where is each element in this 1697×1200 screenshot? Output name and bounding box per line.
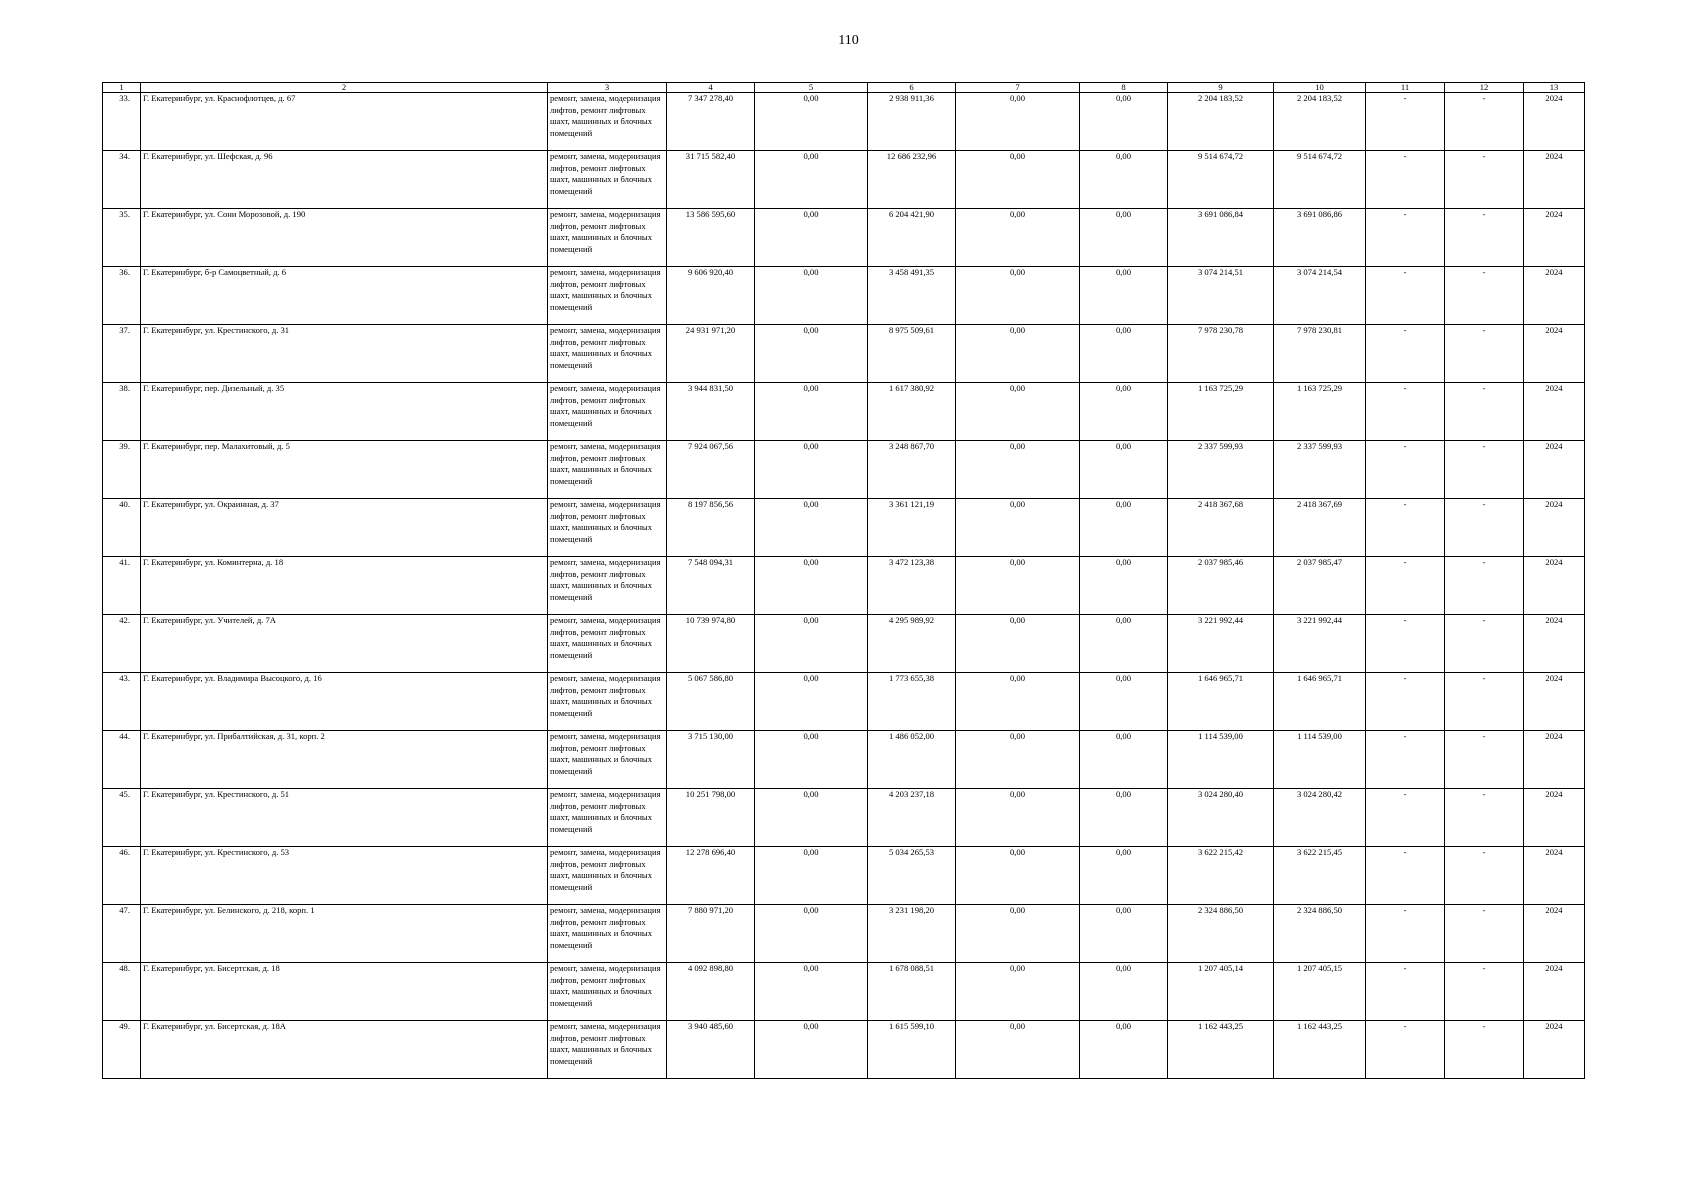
row-number-cell: 44. bbox=[103, 731, 141, 789]
value-cell-7: 0,00 bbox=[956, 151, 1080, 209]
value-cell-9: 2 337 599,93 bbox=[1168, 441, 1274, 499]
value-cell-7: 0,00 bbox=[956, 209, 1080, 267]
value-cell-11: - bbox=[1366, 963, 1445, 1021]
value-cell-4: 10 251 798,00 bbox=[667, 789, 755, 847]
value-cell-12: - bbox=[1445, 963, 1524, 1021]
row-number-cell: 45. bbox=[103, 789, 141, 847]
value-cell-6: 3 458 491,35 bbox=[868, 267, 956, 325]
table-row bbox=[103, 441, 1585, 499]
column-number-cell: 8 bbox=[1080, 83, 1168, 93]
value-cell-11: - bbox=[1366, 789, 1445, 847]
column-number-cell: 5 bbox=[755, 83, 868, 93]
table-row bbox=[103, 905, 1585, 963]
value-cell-4: 12 278 696,40 bbox=[667, 847, 755, 905]
column-number-cell: 6 bbox=[868, 83, 956, 93]
year-cell: 2024 bbox=[1524, 557, 1585, 615]
value-cell-8: 0,00 bbox=[1080, 789, 1168, 847]
value-cell-5: 0,00 bbox=[755, 905, 868, 963]
value-cell-10: 1 163 725,29 bbox=[1274, 383, 1366, 441]
value-cell-9: 2 324 886,50 bbox=[1168, 905, 1274, 963]
value-cell-6: 8 975 509,61 bbox=[868, 325, 956, 383]
column-number-cell: 12 bbox=[1445, 83, 1524, 93]
work-type-cell: ремонт, замена, модернизация лифтов, ремонт лифтовых шахт, машинных и блочных помещений bbox=[548, 267, 667, 325]
value-cell-11: - bbox=[1366, 847, 1445, 905]
value-cell-9: 1 114 539,00 bbox=[1168, 731, 1274, 789]
table-row bbox=[103, 731, 1585, 789]
value-cell-5: 0,00 bbox=[755, 731, 868, 789]
work-type-cell: ремонт, замена, модернизация лифтов, ремонт лифтовых шахт, машинных и блочных помещений bbox=[548, 731, 667, 789]
year-cell: 2024 bbox=[1524, 789, 1585, 847]
value-cell-4: 3 940 485,60 bbox=[667, 1021, 755, 1079]
value-cell-6: 1 486 052,00 bbox=[868, 731, 956, 789]
value-cell-8: 0,00 bbox=[1080, 673, 1168, 731]
value-cell-6: 4 295 989,92 bbox=[868, 615, 956, 673]
work-type-cell: ремонт, замена, модернизация лифтов, ремонт лифтовых шахт, машинных и блочных помещений bbox=[548, 673, 667, 731]
table-row bbox=[103, 209, 1585, 267]
value-cell-10: 1 646 965,71 bbox=[1274, 673, 1366, 731]
value-cell-7: 0,00 bbox=[956, 905, 1080, 963]
value-cell-10: 7 978 230,81 bbox=[1274, 325, 1366, 383]
value-cell-8: 0,00 bbox=[1080, 731, 1168, 789]
year-cell: 2024 bbox=[1524, 847, 1585, 905]
value-cell-4: 31 715 582,40 bbox=[667, 151, 755, 209]
value-cell-6: 1 678 088,51 bbox=[868, 963, 956, 1021]
column-number-cell: 9 bbox=[1168, 83, 1274, 93]
value-cell-12: - bbox=[1445, 383, 1524, 441]
value-cell-4: 13 586 595,60 bbox=[667, 209, 755, 267]
column-number-cell: 3 bbox=[548, 83, 667, 93]
table-row bbox=[103, 383, 1585, 441]
table-row bbox=[103, 673, 1585, 731]
table-row bbox=[103, 615, 1585, 673]
value-cell-10: 2 418 367,69 bbox=[1274, 499, 1366, 557]
value-cell-11: - bbox=[1366, 93, 1445, 151]
address-cell: Г. Екатеринбург, ул. Крестинского, д. 53 bbox=[141, 847, 548, 905]
row-number-cell: 41. bbox=[103, 557, 141, 615]
value-cell-7: 0,00 bbox=[956, 383, 1080, 441]
address-cell: Г. Екатеринбург, ул. Сони Морозовой, д. 190 bbox=[141, 209, 548, 267]
value-cell-6: 3 472 123,38 bbox=[868, 557, 956, 615]
value-cell-10: 9 514 674,72 bbox=[1274, 151, 1366, 209]
value-cell-12: - bbox=[1445, 1021, 1524, 1079]
value-cell-4: 4 092 898,80 bbox=[667, 963, 755, 1021]
column-number-cell: 2 bbox=[141, 83, 548, 93]
work-type-cell: ремонт, замена, модернизация лифтов, ремонт лифтовых шахт, машинных и блочных помещений bbox=[548, 789, 667, 847]
year-cell: 2024 bbox=[1524, 151, 1585, 209]
row-number-cell: 49. bbox=[103, 1021, 141, 1079]
value-cell-4: 24 931 971,20 bbox=[667, 325, 755, 383]
value-cell-12: - bbox=[1445, 905, 1524, 963]
value-cell-10: 2 204 183,52 bbox=[1274, 93, 1366, 151]
work-type-cell: ремонт, замена, модернизация лифтов, ремонт лифтовых шахт, машинных и блочных помещений bbox=[548, 1021, 667, 1079]
value-cell-7: 0,00 bbox=[956, 615, 1080, 673]
value-cell-9: 3 691 086,84 bbox=[1168, 209, 1274, 267]
row-number-cell: 39. bbox=[103, 441, 141, 499]
row-number-cell: 40. bbox=[103, 499, 141, 557]
year-cell: 2024 bbox=[1524, 673, 1585, 731]
address-cell: Г. Екатеринбург, ул. Крестинского, д. 31 bbox=[141, 325, 548, 383]
value-cell-6: 4 203 237,18 bbox=[868, 789, 956, 847]
value-cell-10: 3 622 215,45 bbox=[1274, 847, 1366, 905]
value-cell-12: - bbox=[1445, 499, 1524, 557]
value-cell-10: 2 037 985,47 bbox=[1274, 557, 1366, 615]
value-cell-6: 1 615 599,10 bbox=[868, 1021, 956, 1079]
value-cell-6: 6 204 421,90 bbox=[868, 209, 956, 267]
address-cell: Г. Екатеринбург, ул. Бисертская, д. 18А bbox=[141, 1021, 548, 1079]
value-cell-10: 1 162 443,25 bbox=[1274, 1021, 1366, 1079]
value-cell-7: 0,00 bbox=[956, 963, 1080, 1021]
value-cell-11: - bbox=[1366, 905, 1445, 963]
value-cell-5: 0,00 bbox=[755, 325, 868, 383]
column-number-cell: 7 bbox=[956, 83, 1080, 93]
value-cell-11: - bbox=[1366, 615, 1445, 673]
value-cell-8: 0,00 bbox=[1080, 209, 1168, 267]
table-row bbox=[103, 557, 1585, 615]
value-cell-4: 7 347 278,40 bbox=[667, 93, 755, 151]
row-number-cell: 42. bbox=[103, 615, 141, 673]
value-cell-8: 0,00 bbox=[1080, 151, 1168, 209]
value-cell-9: 2 204 183,52 bbox=[1168, 93, 1274, 151]
year-cell: 2024 bbox=[1524, 209, 1585, 267]
work-type-cell: ремонт, замена, модернизация лифтов, ремонт лифтовых шахт, машинных и блочных помещений bbox=[548, 499, 667, 557]
value-cell-9: 3 024 280,40 bbox=[1168, 789, 1274, 847]
address-cell: Г. Екатеринбург, б-р Самоцветный, д. 6 bbox=[141, 267, 548, 325]
year-cell: 2024 bbox=[1524, 905, 1585, 963]
value-cell-8: 0,00 bbox=[1080, 615, 1168, 673]
value-cell-11: - bbox=[1366, 1021, 1445, 1079]
year-cell: 2024 bbox=[1524, 1021, 1585, 1079]
value-cell-7: 0,00 bbox=[956, 673, 1080, 731]
work-type-cell: ремонт, замена, модернизация лифтов, ремонт лифтовых шахт, машинных и блочных помещений bbox=[548, 151, 667, 209]
page-number: 110 bbox=[838, 33, 859, 48]
table-row bbox=[103, 963, 1585, 1021]
value-cell-4: 3 715 130,00 bbox=[667, 731, 755, 789]
address-cell: Г. Екатеринбург, ул. Коминтерна, д. 18 bbox=[141, 557, 548, 615]
value-cell-10: 2 337 599,93 bbox=[1274, 441, 1366, 499]
value-cell-10: 2 324 886,50 bbox=[1274, 905, 1366, 963]
value-cell-5: 0,00 bbox=[755, 615, 868, 673]
address-cell: Г. Екатеринбург, ул. Крестинского, д. 51 bbox=[141, 789, 548, 847]
value-cell-6: 5 034 265,53 bbox=[868, 847, 956, 905]
work-type-cell: ремонт, замена, модернизация лифтов, ремонт лифтовых шахт, машинных и блочных помещений bbox=[548, 557, 667, 615]
value-cell-7: 0,00 bbox=[956, 557, 1080, 615]
value-cell-8: 0,00 bbox=[1080, 267, 1168, 325]
value-cell-8: 0,00 bbox=[1080, 905, 1168, 963]
value-cell-11: - bbox=[1366, 383, 1445, 441]
value-cell-11: - bbox=[1366, 499, 1445, 557]
value-cell-11: - bbox=[1366, 209, 1445, 267]
value-cell-6: 1 617 380,92 bbox=[868, 383, 956, 441]
value-cell-5: 0,00 bbox=[755, 267, 868, 325]
value-cell-7: 0,00 bbox=[956, 441, 1080, 499]
value-cell-4: 7 548 094,31 bbox=[667, 557, 755, 615]
table-body bbox=[103, 93, 1585, 1079]
value-cell-7: 0,00 bbox=[956, 847, 1080, 905]
value-cell-8: 0,00 bbox=[1080, 93, 1168, 151]
value-cell-12: - bbox=[1445, 151, 1524, 209]
address-cell: Г. Екатеринбург, ул. Белинского, д. 218, корп. 1 bbox=[141, 905, 548, 963]
year-cell: 2024 bbox=[1524, 383, 1585, 441]
row-number-cell: 46. bbox=[103, 847, 141, 905]
value-cell-5: 0,00 bbox=[755, 963, 868, 1021]
value-cell-6: 3 361 121,19 bbox=[868, 499, 956, 557]
value-cell-8: 0,00 bbox=[1080, 383, 1168, 441]
value-cell-8: 0,00 bbox=[1080, 557, 1168, 615]
value-cell-12: - bbox=[1445, 673, 1524, 731]
value-cell-9: 1 163 725,29 bbox=[1168, 383, 1274, 441]
value-cell-8: 0,00 bbox=[1080, 325, 1168, 383]
address-cell: Г. Екатеринбург, ул. Прибалтийская, д. 31, корп. 2 bbox=[141, 731, 548, 789]
value-cell-8: 0,00 bbox=[1080, 963, 1168, 1021]
year-cell: 2024 bbox=[1524, 615, 1585, 673]
work-type-cell: ремонт, замена, модернизация лифтов, ремонт лифтовых шахт, машинных и блочных помещений bbox=[548, 209, 667, 267]
address-cell: Г. Екатеринбург, ул. Шефская, д. 96 bbox=[141, 151, 548, 209]
row-number-cell: 37. bbox=[103, 325, 141, 383]
value-cell-8: 0,00 bbox=[1080, 441, 1168, 499]
value-cell-5: 0,00 bbox=[755, 93, 868, 151]
value-cell-9: 3 074 214,51 bbox=[1168, 267, 1274, 325]
value-cell-7: 0,00 bbox=[956, 499, 1080, 557]
work-type-cell: ремонт, замена, модернизация лифтов, ремонт лифтовых шахт, машинных и блочных помещений bbox=[548, 325, 667, 383]
value-cell-5: 0,00 bbox=[755, 789, 868, 847]
value-cell-10: 3 221 992,44 bbox=[1274, 615, 1366, 673]
value-cell-5: 0,00 bbox=[755, 209, 868, 267]
row-number-cell: 33. bbox=[103, 93, 141, 151]
table-row bbox=[103, 325, 1585, 383]
value-cell-5: 0,00 bbox=[755, 557, 868, 615]
value-cell-10: 3 024 280,42 bbox=[1274, 789, 1366, 847]
value-cell-5: 0,00 bbox=[755, 673, 868, 731]
row-number-cell: 43. bbox=[103, 673, 141, 731]
value-cell-12: - bbox=[1445, 789, 1524, 847]
value-cell-7: 0,00 bbox=[956, 325, 1080, 383]
value-cell-8: 0,00 bbox=[1080, 1021, 1168, 1079]
value-cell-8: 0,00 bbox=[1080, 847, 1168, 905]
address-cell: Г. Екатеринбург, ул. Краснофлотцев, д. 67 bbox=[141, 93, 548, 151]
value-cell-11: - bbox=[1366, 151, 1445, 209]
column-number-cell: 1 bbox=[103, 83, 141, 93]
value-cell-9: 3 221 992,44 bbox=[1168, 615, 1274, 673]
year-cell: 2024 bbox=[1524, 499, 1585, 557]
row-number-cell: 48. bbox=[103, 963, 141, 1021]
value-cell-6: 3 231 198,20 bbox=[868, 905, 956, 963]
table-row bbox=[103, 267, 1585, 325]
value-cell-7: 0,00 bbox=[956, 93, 1080, 151]
value-cell-9: 2 037 985,46 bbox=[1168, 557, 1274, 615]
address-cell: Г. Екатеринбург, ул. Владимира Высоцкого, д. 16 bbox=[141, 673, 548, 731]
value-cell-7: 0,00 bbox=[956, 731, 1080, 789]
work-type-cell: ремонт, замена, модернизация лифтов, ремонт лифтовых шахт, машинных и блочных помещений bbox=[548, 93, 667, 151]
work-type-cell: ремонт, замена, модернизация лифтов, ремонт лифтовых шахт, машинных и блочных помещений bbox=[548, 847, 667, 905]
value-cell-9: 7 978 230,78 bbox=[1168, 325, 1274, 383]
table-row bbox=[103, 499, 1585, 557]
value-cell-5: 0,00 bbox=[755, 441, 868, 499]
value-cell-9: 1 207 405,14 bbox=[1168, 963, 1274, 1021]
value-cell-12: - bbox=[1445, 847, 1524, 905]
value-cell-9: 2 418 367,68 bbox=[1168, 499, 1274, 557]
value-cell-11: - bbox=[1366, 673, 1445, 731]
value-cell-6: 3 248 867,70 bbox=[868, 441, 956, 499]
value-cell-8: 0,00 bbox=[1080, 499, 1168, 557]
column-number-cell: 10 bbox=[1274, 83, 1366, 93]
table-row bbox=[103, 847, 1585, 905]
value-cell-7: 0,00 bbox=[956, 1021, 1080, 1079]
column-number-cell: 4 bbox=[667, 83, 755, 93]
value-cell-12: - bbox=[1445, 209, 1524, 267]
value-cell-12: - bbox=[1445, 325, 1524, 383]
value-cell-5: 0,00 bbox=[755, 151, 868, 209]
year-cell: 2024 bbox=[1524, 325, 1585, 383]
row-number-cell: 35. bbox=[103, 209, 141, 267]
table-row bbox=[103, 151, 1585, 209]
value-cell-11: - bbox=[1366, 731, 1445, 789]
year-cell: 2024 bbox=[1524, 731, 1585, 789]
capital-repair-table bbox=[102, 82, 1585, 1079]
table-row bbox=[103, 789, 1585, 847]
value-cell-12: - bbox=[1445, 267, 1524, 325]
value-cell-5: 0,00 bbox=[755, 1021, 868, 1079]
value-cell-5: 0,00 bbox=[755, 499, 868, 557]
address-cell: Г. Екатеринбург, ул. Окраинная, д. 37 bbox=[141, 499, 548, 557]
work-type-cell: ремонт, замена, модернизация лифтов, ремонт лифтовых шахт, машинных и блочных помещений bbox=[548, 441, 667, 499]
value-cell-4: 7 880 971,20 bbox=[667, 905, 755, 963]
column-number-row bbox=[103, 83, 1585, 93]
value-cell-9: 1 646 965,71 bbox=[1168, 673, 1274, 731]
value-cell-12: - bbox=[1445, 557, 1524, 615]
row-number-cell: 34. bbox=[103, 151, 141, 209]
row-number-cell: 38. bbox=[103, 383, 141, 441]
value-cell-6: 2 938 911,36 bbox=[868, 93, 956, 151]
value-cell-12: - bbox=[1445, 731, 1524, 789]
table-row bbox=[103, 93, 1585, 151]
value-cell-5: 0,00 bbox=[755, 383, 868, 441]
value-cell-10: 1 114 539,00 bbox=[1274, 731, 1366, 789]
row-number-cell: 47. bbox=[103, 905, 141, 963]
value-cell-6: 12 686 232,96 bbox=[868, 151, 956, 209]
address-cell: Г. Екатеринбург, пер. Дизельный, д. 35 bbox=[141, 383, 548, 441]
value-cell-4: 7 924 067,56 bbox=[667, 441, 755, 499]
value-cell-11: - bbox=[1366, 557, 1445, 615]
value-cell-12: - bbox=[1445, 93, 1524, 151]
work-type-cell: ремонт, замена, модернизация лифтов, ремонт лифтовых шахт, машинных и блочных помещений bbox=[548, 905, 667, 963]
value-cell-7: 0,00 bbox=[956, 267, 1080, 325]
column-number-cell: 11 bbox=[1366, 83, 1445, 93]
work-type-cell: ремонт, замена, модернизация лифтов, ремонт лифтовых шахт, машинных и блочных помещений bbox=[548, 963, 667, 1021]
work-type-cell: ремонт, замена, модернизация лифтов, ремонт лифтовых шахт, машинных и блочных помещений bbox=[548, 383, 667, 441]
year-cell: 2024 bbox=[1524, 93, 1585, 151]
work-type-cell: ремонт, замена, модернизация лифтов, ремонт лифтовых шахт, машинных и блочных помещений bbox=[548, 615, 667, 673]
year-cell: 2024 bbox=[1524, 267, 1585, 325]
value-cell-4: 3 944 831,50 bbox=[667, 383, 755, 441]
value-cell-9: 3 622 215,42 bbox=[1168, 847, 1274, 905]
year-cell: 2024 bbox=[1524, 441, 1585, 499]
value-cell-6: 1 773 655,38 bbox=[868, 673, 956, 731]
table-row bbox=[103, 1021, 1585, 1079]
value-cell-10: 3 074 214,54 bbox=[1274, 267, 1366, 325]
year-cell: 2024 bbox=[1524, 963, 1585, 1021]
value-cell-4: 9 606 920,40 bbox=[667, 267, 755, 325]
value-cell-4: 8 197 856,56 bbox=[667, 499, 755, 557]
value-cell-9: 9 514 674,72 bbox=[1168, 151, 1274, 209]
address-cell: Г. Екатеринбург, пер. Малахитовый, д. 5 bbox=[141, 441, 548, 499]
value-cell-10: 1 207 405,15 bbox=[1274, 963, 1366, 1021]
value-cell-9: 1 162 443,25 bbox=[1168, 1021, 1274, 1079]
row-number-cell: 36. bbox=[103, 267, 141, 325]
value-cell-4: 10 739 974,80 bbox=[667, 615, 755, 673]
value-cell-10: 3 691 086,86 bbox=[1274, 209, 1366, 267]
value-cell-11: - bbox=[1366, 325, 1445, 383]
value-cell-4: 5 067 586,80 bbox=[667, 673, 755, 731]
value-cell-12: - bbox=[1445, 615, 1524, 673]
value-cell-11: - bbox=[1366, 441, 1445, 499]
address-cell: Г. Екатеринбург, ул. Учителей, д. 7А bbox=[141, 615, 548, 673]
value-cell-7: 0,00 bbox=[956, 789, 1080, 847]
address-cell: Г. Екатеринбург, ул. Бисертская, д. 18 bbox=[141, 963, 548, 1021]
value-cell-11: - bbox=[1366, 267, 1445, 325]
value-cell-12: - bbox=[1445, 441, 1524, 499]
value-cell-5: 0,00 bbox=[755, 847, 868, 905]
column-number-cell: 13 bbox=[1524, 83, 1585, 93]
